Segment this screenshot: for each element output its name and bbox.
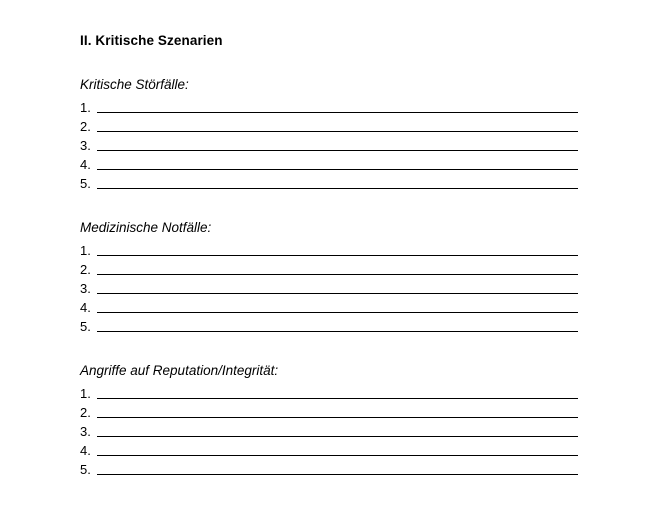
list-item-number: 1.	[80, 100, 91, 115]
write-in-rule[interactable]	[97, 474, 578, 475]
write-in-rule[interactable]	[97, 455, 578, 456]
list-item-number: 5.	[80, 462, 91, 477]
write-in-rule[interactable]	[97, 312, 578, 313]
list-item[interactable]	[80, 277, 578, 296]
write-in-rule[interactable]	[97, 417, 578, 418]
write-in-rule[interactable]	[97, 398, 578, 399]
list-item[interactable]	[80, 382, 578, 401]
write-in-rule[interactable]	[97, 274, 578, 275]
list-item-number: 4.	[80, 443, 91, 458]
list-item-number: 3.	[80, 281, 91, 296]
section-angriffe-reputation-integritaet	[80, 363, 578, 477]
write-in-rule[interactable]	[97, 131, 578, 132]
list-item[interactable]	[80, 134, 578, 153]
list-item[interactable]	[80, 96, 578, 115]
section-title: Kritische Störfälle:	[80, 77, 189, 92]
list-item-number: 1.	[80, 243, 91, 258]
list-item-number: 2.	[80, 405, 91, 420]
list-item-number: 1.	[80, 386, 91, 401]
list-item[interactable]	[80, 172, 578, 191]
write-in-rule[interactable]	[97, 293, 578, 294]
list-item[interactable]	[80, 239, 578, 258]
list-item-number: 3.	[80, 424, 91, 439]
list-item[interactable]	[80, 296, 578, 315]
list-item[interactable]	[80, 401, 578, 420]
list-item-number: 3.	[80, 138, 91, 153]
write-in-rule[interactable]	[97, 436, 578, 437]
write-in-rule[interactable]	[97, 331, 578, 332]
list-item-number: 4.	[80, 157, 91, 172]
blank-line-list	[80, 382, 578, 477]
list-item-number: 4.	[80, 300, 91, 315]
write-in-rule[interactable]	[97, 169, 578, 170]
page-title: II. Kritische Szenarien	[80, 33, 223, 48]
list-item[interactable]	[80, 458, 578, 477]
blank-line-list	[80, 96, 578, 191]
section-medizinische-notfaelle	[80, 220, 578, 334]
section-title: Medizinische Notfälle:	[80, 220, 212, 235]
section-title: Angriffe auf Reputation/Integrität:	[80, 363, 279, 378]
list-item-number: 2.	[80, 262, 91, 277]
section-kritische-stoerfaelle	[80, 77, 578, 191]
list-item[interactable]	[80, 153, 578, 172]
list-item[interactable]	[80, 439, 578, 458]
write-in-rule[interactable]	[97, 112, 578, 113]
write-in-rule[interactable]	[97, 188, 578, 189]
list-item[interactable]	[80, 315, 578, 334]
list-item[interactable]	[80, 258, 578, 277]
list-item-number: 5.	[80, 176, 91, 191]
list-item[interactable]	[80, 420, 578, 439]
list-item[interactable]	[80, 115, 578, 134]
blank-line-list	[80, 239, 578, 334]
list-item-number: 2.	[80, 119, 91, 134]
write-in-rule[interactable]	[97, 255, 578, 256]
write-in-rule[interactable]	[97, 150, 578, 151]
list-item-number: 5.	[80, 319, 91, 334]
